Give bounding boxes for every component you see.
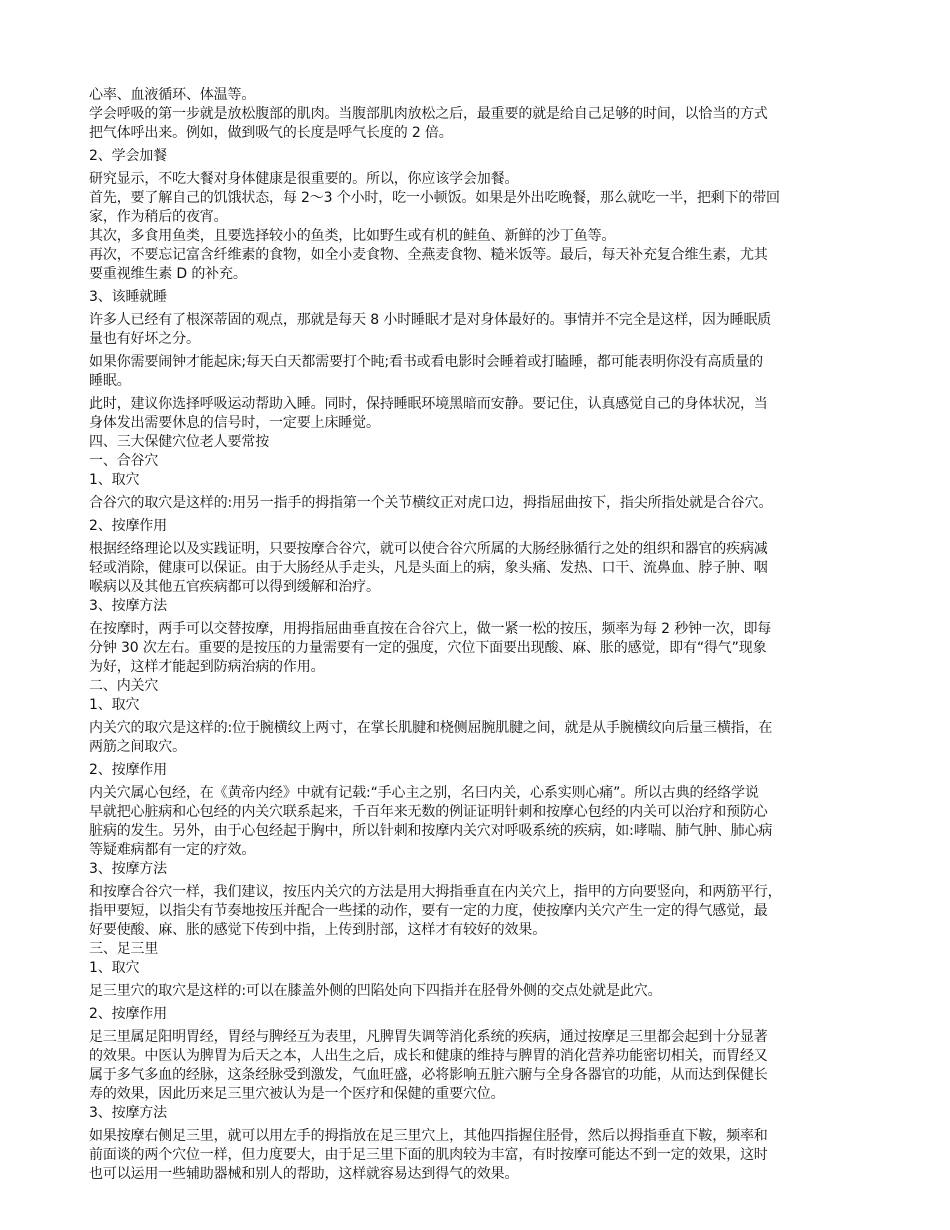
text-line: 三、足三里 [89, 941, 159, 957]
text-line: 为好，这样才能起到防病治病的作用。 [89, 659, 325, 675]
text-line: 要重视维生素 D 的补充。 [89, 266, 247, 282]
text-line: 指甲要短，以指尖有节奏地按压并配合一些揉的动作，要有一定的力度，使按摩内关穴产生一定的得气感觉，最 [89, 903, 768, 919]
text-line: 二、内关穴 [89, 678, 159, 694]
text-line: 2、按摩作用 [89, 762, 168, 778]
text-line: 睡眠。 [89, 373, 131, 389]
text-line: 如果你需要闹钟才能起床;每天白天都需要打个盹;看书或看电影时会睡着或打瞌睡，都可能表明你没有高质量的 [89, 354, 763, 370]
text-line: 许多人已经有了根深蒂固的观点，那就是每天 8 小时睡眠才是对身体最好的。事情并不完全是这样，因为睡眠质 [89, 312, 772, 328]
text-line: 家，作为稍后的夜宵。 [89, 209, 228, 225]
text-line: 的效果。中医认为脾胃为后天之本，人出生之后，成长和健康的维持与脾胃的消化营养功能密切相关，而胃经又 [89, 1048, 768, 1064]
text-line: 属于多气多血的经脉，这条经脉受到激发，气血旺盛，必将影响五脏六腑与全身各器官的功能，从而达到保健长 [89, 1067, 768, 1083]
text-line: 身体发出需要休息的信号时，一定要上床睡觉。 [89, 415, 380, 431]
text-line: 首先，要了解自己的饥饿状态，每 2～3 个小时，吃一小顿饭。如果是外出吃晚餐，那么就吃一半，把剩下的带回 [89, 190, 780, 206]
text-line: 1、取穴 [89, 472, 140, 488]
text-line: 在按摩时，两手可以交替按摩，用拇指屈曲垂直按在合谷穴上，做一紧一松的按压，频率为每 2 秒钟一次，即每 [89, 621, 772, 637]
text-line: 3、按摩方法 [89, 598, 168, 614]
text-line: 好要使酸、麻、胀的感觉下传到中指，上传到肘部，这样才有较好的效果。 [89, 922, 547, 938]
text-line: 早就把心脏病和心包经的内关穴联系起来，千百年来无数的例证证明针刺和按摩心包经的内关可以治疗和预防心 [89, 804, 768, 820]
text-line: 足三里属足阳明胃经，胃经与脾经互为表里，凡脾胃失调等消化系统的疾病，通过按摩足三里都会起到十分显著 [89, 1029, 768, 1045]
text-line: 足三里穴的取穴是这样的:可以在膝盖外侧的凹陷处向下四指并在胫骨外侧的交点处就是此穴。 [89, 983, 662, 999]
text-line: 2、按摩作用 [89, 1006, 168, 1022]
text-line: 量也有好坏之分。 [89, 331, 200, 347]
text-line: 寿的效果，因此历来足三里穴被认为是一个医疗和保健的重要穴位。 [89, 1086, 505, 1102]
text-line: 喉病以及其他五官疾病都可以得到缓解和治疗。 [89, 579, 380, 595]
text-line: 如果按摩右侧足三里，就可以用左手的拇指放在足三里穴上，其他四指握住胫骨，然后以拇指垂直下鞍，频率和 [89, 1128, 768, 1144]
text-line: 1、取穴 [89, 697, 140, 713]
text-line: 其次，多食用鱼类，且要选择较小的鱼类，比如野生或有机的鲑鱼、新鲜的沙丁鱼等。 [89, 228, 616, 244]
text-line: 前面谈的两个穴位一样，但力度要大，由于足三里下面的肌肉较为丰富，有时按摩可能达不到一定的效果，这时 [89, 1147, 768, 1163]
text-line: 内关穴属心包经，在《黄帝内经》中就有记载:“手心主之别，名曰内关，心系实则心痛”。所以古典的经络学说 [89, 785, 759, 801]
text-line: 轻或消除，健康可以保证。由于大肠经从手走头，凡是头面上的病，象头痛、发热、口干、流鼻血、脖子肿、咽 [89, 560, 768, 576]
text-line: 3、按摩方法 [89, 1105, 168, 1121]
text-line: 3、该睡就睡 [89, 289, 168, 305]
text-line: 分钟 30 次左右。重要的是按压的力量需要有一定的强度，穴位下面要出现酸、麻、胀的感觉，即有“得气”现象 [89, 640, 767, 656]
text-line: 3、按摩方法 [89, 861, 168, 877]
text-line: 等疑难病都有一定的疗效。 [89, 842, 256, 858]
text-line: 四、三大保健穴位老人要常按 [89, 434, 270, 450]
text-line: 把气体呼出来。例如，做到吸气的长度是呼气长度的 2 倍。 [89, 125, 453, 141]
text-line: 脏病的发生。另外，由于心包经起于胸中，所以针刺和按摩内关穴对呼吸系统的疾病，如:哮喘、肺气肿、肺心病 [89, 823, 773, 839]
text-line: 2、按摩作用 [89, 518, 168, 534]
text-line: 合谷穴的取穴是这样的:用另一指手的拇指第一个关节横纹正对虎口边，拇指屈曲按下，指尖所指处就是合谷穴。 [89, 495, 773, 511]
text-line: 根据经络理论以及实践证明，只要按摩合谷穴，就可以使合谷穴所属的大肠经脉循行之处的组织和器官的疾病减 [89, 541, 768, 557]
text-line: 学会呼吸的第一步就是放松腹部的肌肉。当腹部肌肉放松之后，最重要的就是给自己足够的时间，以恰当的方式 [89, 106, 768, 122]
text-line: 内关穴的取穴是这样的:位于腕横纹上两寸，在掌长肌腱和桡侧屈腕肌腱之间，就是从手腕横纹向后量三横指，在 [89, 720, 773, 736]
text-line: 1、取穴 [89, 960, 140, 976]
document-body [89, 86, 857, 1184]
text-line: 研究显示，不吃大餐对身体健康是很重要的。所以，你应该学会加餐。 [89, 171, 519, 187]
text-line: 2、学会加餐 [89, 148, 168, 164]
text-line: 一、合谷穴 [89, 453, 159, 469]
text-line: 和按摩合谷穴一样，我们建议，按压内关穴的方法是用大拇指垂直在内关穴上，指甲的方向要竖向，和两筋平行， [89, 884, 782, 900]
text-line: 两筋之间取穴。 [89, 739, 186, 755]
text-line: 此时，建议你选择呼吸运动帮助入睡。同时，保持睡眠环境黑暗而安静。要记住，认真感觉自己的身体状况，当 [89, 396, 768, 412]
text-line: 再次，不要忘记富含纤维素的食物，如全小麦食物、全燕麦食物、糙米饭等。最后，每天补充复合维生素，尤其 [89, 247, 768, 263]
text-line: 也可以运用一些辅助器械和别人的帮助，这样就容易达到得气的效果。 [89, 1166, 519, 1182]
text-line: 心率、血液循环、体温等。 [89, 87, 256, 103]
